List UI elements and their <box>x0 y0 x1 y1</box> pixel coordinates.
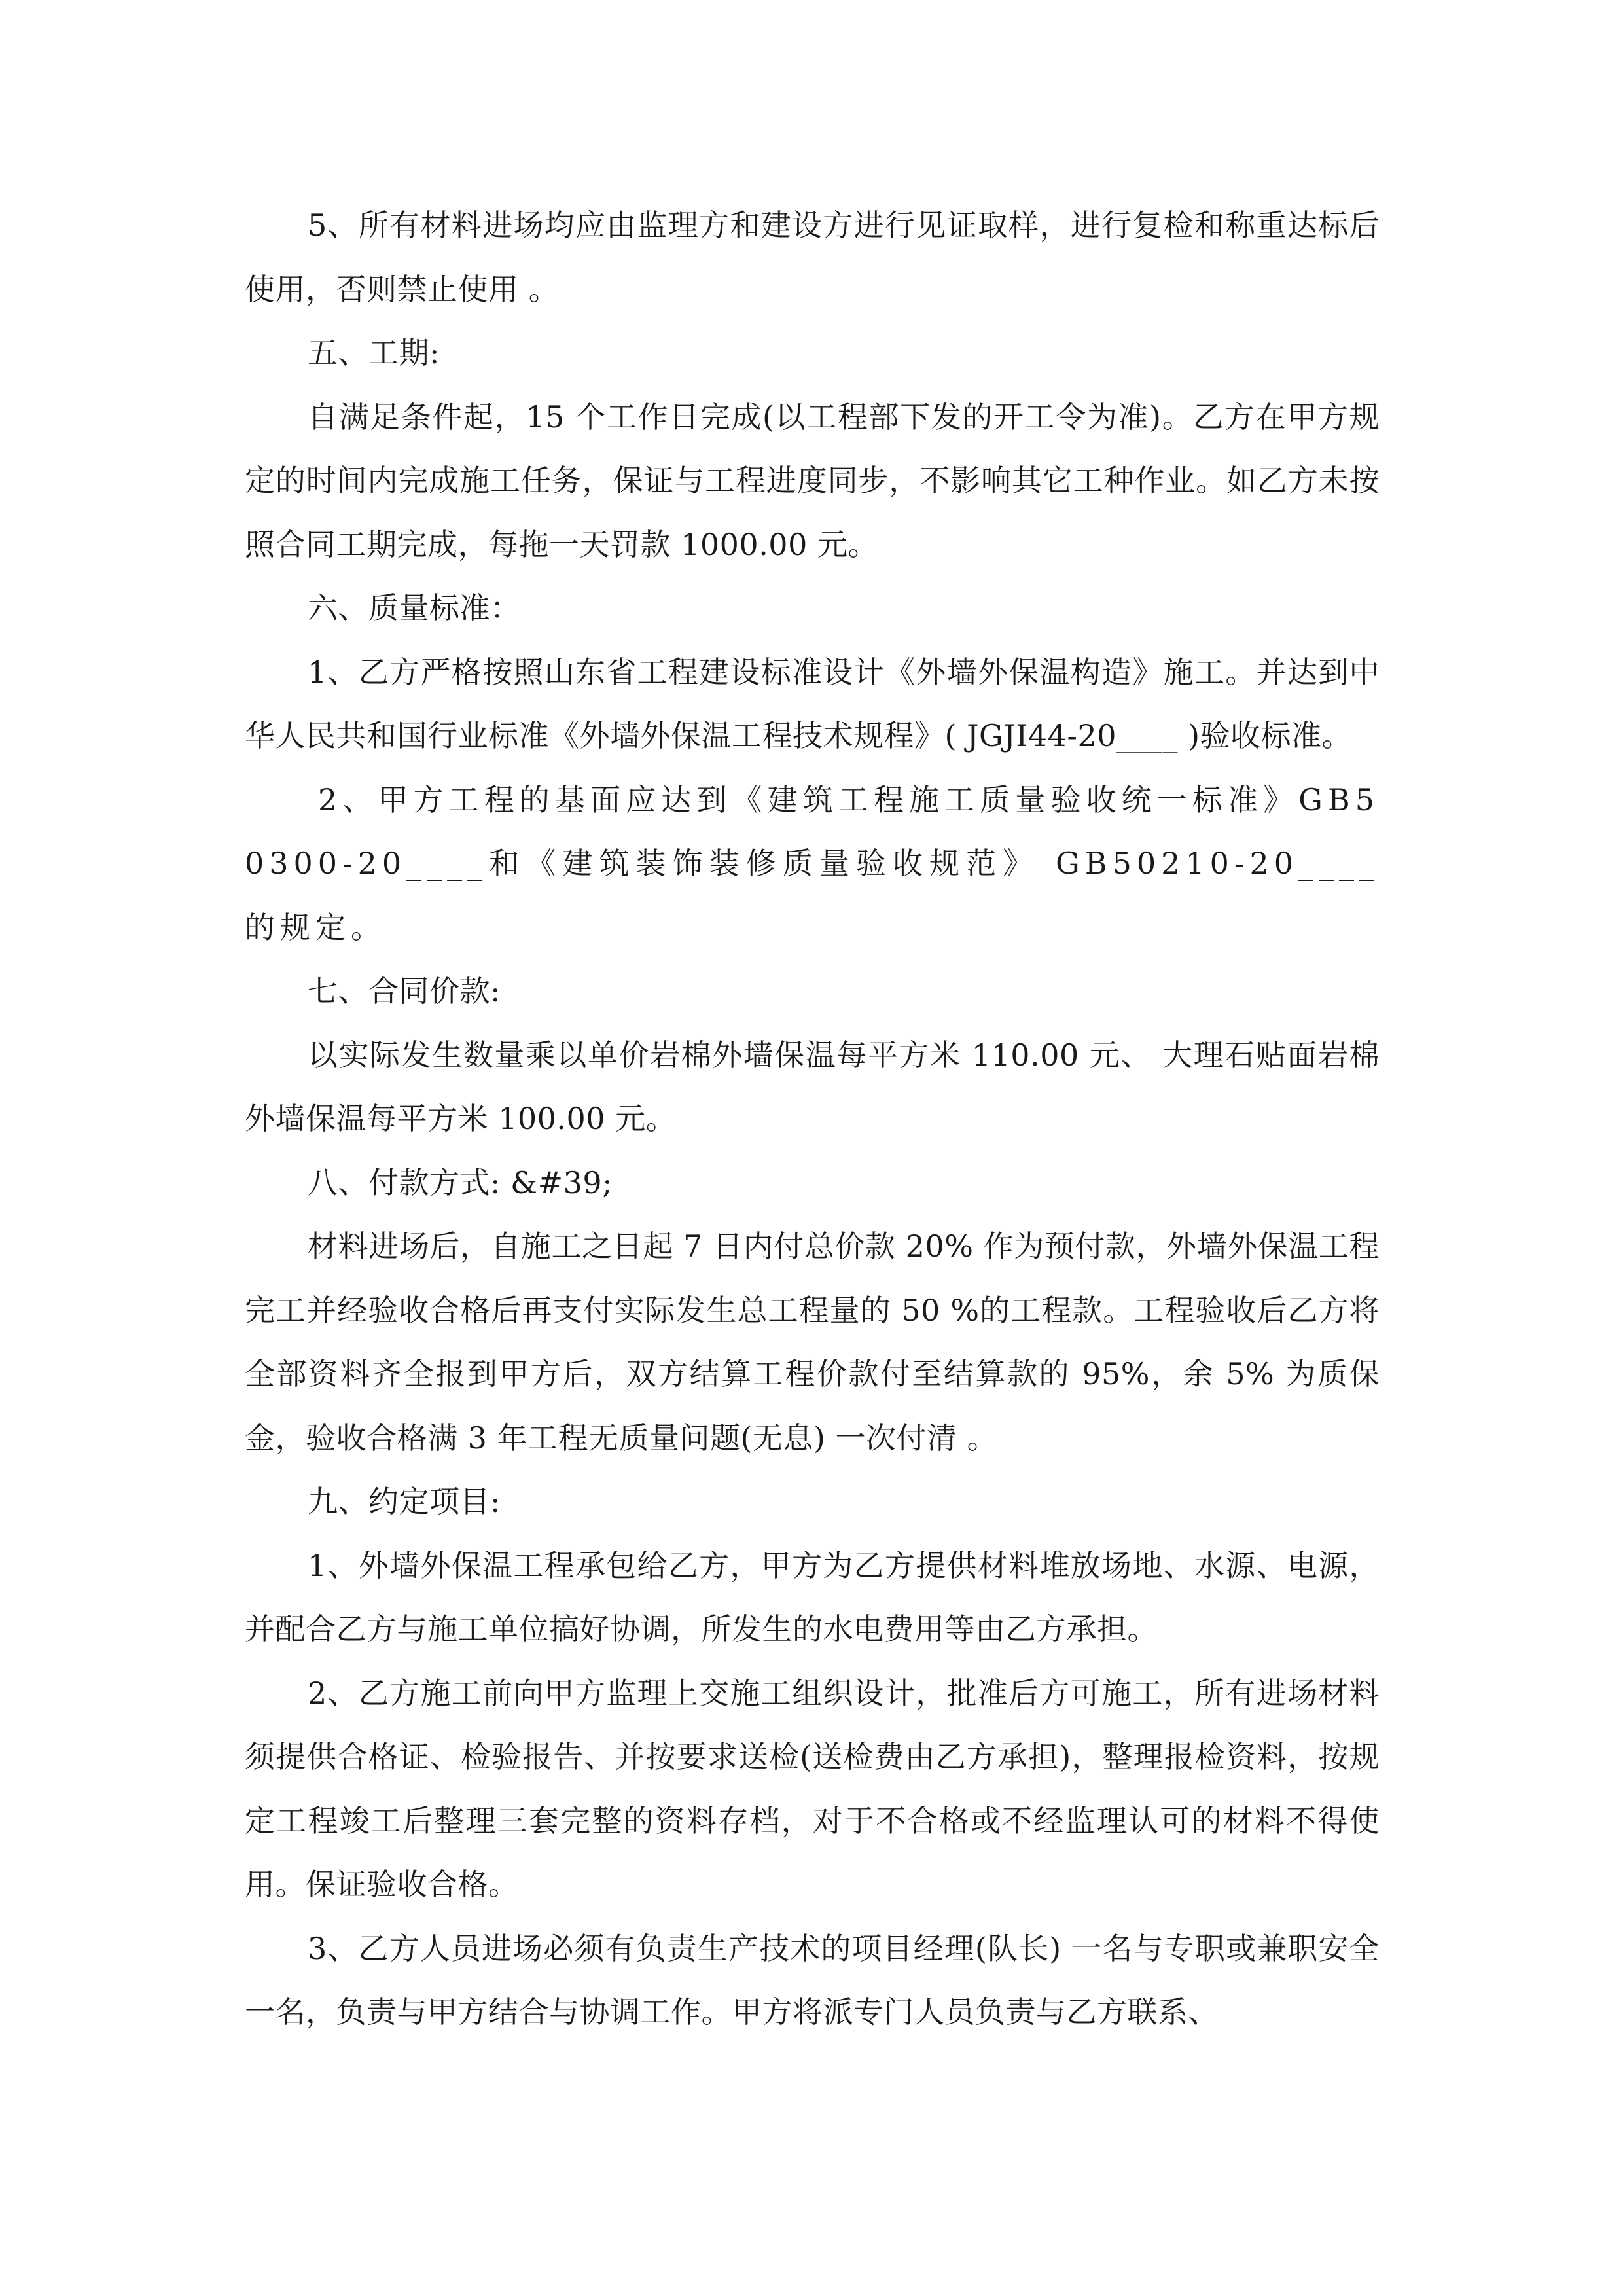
schedule-paragraph: 自满足条件起，15 个工作日完成(以工程部下发的开工令为准)。乙方在甲方规定的时间内完成施工任务，保证与工程进度同步，不影响其它工种作业。如乙方未按照合同工期完成，每拖一天罚款 1000.00 元。 <box>245 399 1380 562</box>
price-paragraph: 以实际发生数量乘以单价岩棉外墙保温每平方米 110.00 元、 大理石贴面岩棉外墙保温每平方米 100.00 元。 <box>245 1037 1380 1136</box>
quality-clause-1: 1、乙方严格按照山东省工程建设标准设计《外墙外保温构造》施工。并达到中华人民共和国行业标准《外墙外保温工程技术规程》( JGJI44-20____ )验收标准。 <box>245 654 1380 753</box>
agreed-item-1: 1、外墙外保温工程承包给乙方，甲方为乙方提供材料堆放场地、水源、电源，并配合乙方与施工单位搞好协调，所发生的水电费用等由乙方承担。 <box>245 1547 1380 1647</box>
section-heading-schedule: 五、工期: <box>308 335 440 370</box>
document-body <box>245 194 1380 2045</box>
agreed-item-3: 3、乙方人员进场必须有负责生产技术的项目经理(队长) 一名与专职或兼职安全一名，负责与甲方结合与协调工作。甲方将派专门人员负责与乙方联系、 <box>245 1930 1380 2030</box>
section-heading-agreed-items: 九、约定项目: <box>308 1484 501 1519</box>
section-heading-price: 七、合同价款: <box>308 973 501 1009</box>
payment-paragraph: 材料进场后，自施工之日起 7 日内付总价款 20% 作为预付款，外墙外保温工程完工并经验收合格后再支付实际发生总工程量的 50 %的工程款。工程验收后乙方将全部资料齐全报到甲方后，双方结算工程价款付至结算款的 95%，余 5% 为质保金，验收合格满 3 年工程无质量问题(无息) 一次付清 。 <box>245 1229 1380 1456</box>
section-heading-payment: 八、付款方式: &#39; <box>308 1164 613 1200</box>
section-heading-quality: 六、质量标准： <box>308 590 521 626</box>
quality-clause-2: 2、甲方工程的基面应达到《建筑工程施工质量验收统一标准》GB50300-20____和《建筑装饰装修质量验收规范》 GB50210-20____的规定。 <box>245 781 1380 945</box>
clause-5-material-sampling: 5、所有材料进场均应由监理方和建设方进行见证取样，进行复检和称重达标后使用，否则禁止使用 。 <box>245 207 1380 307</box>
agreed-item-2: 2、乙方施工前向甲方监理上交施工组织设计，批准后方可施工，所有进场材料须提供合格证、检验报告、并按要求送检(送检费由乙方承担)，整理报检资料，按规定工程竣工后整理三套完整的资料存档，对于不合格或不经监理认可的材料不得使用。保证验收合格。 <box>245 1675 1380 1902</box>
